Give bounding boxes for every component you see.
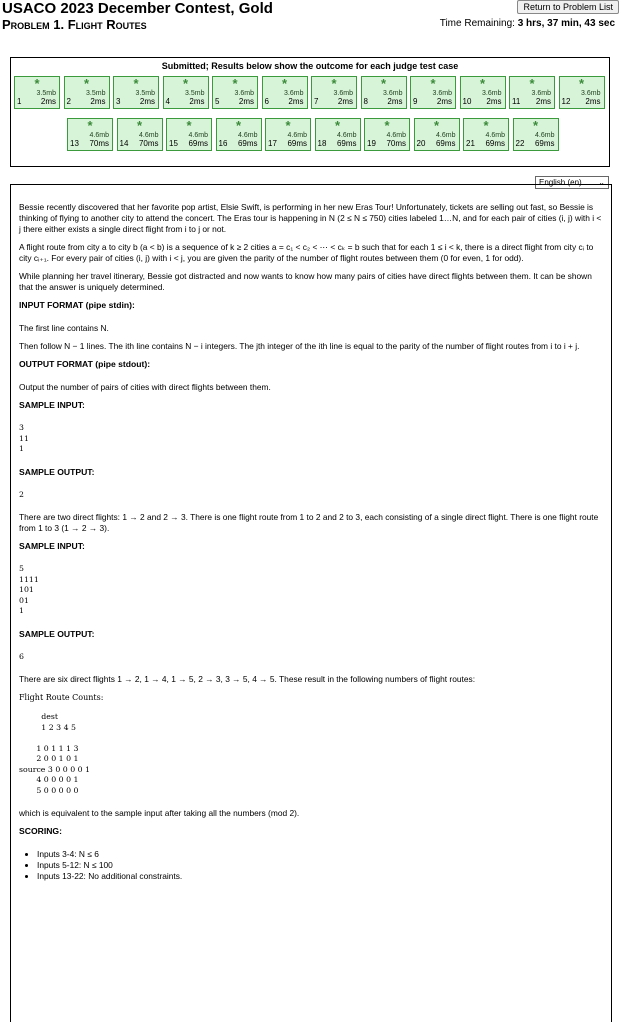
problem-title: Problem 1. Flight Routes <box>2 17 147 32</box>
test-case-time: 2ms <box>40 97 56 106</box>
test-case-memory: 3.5mb <box>135 90 155 97</box>
test-case-9 <box>410 76 456 109</box>
test-case-16 <box>216 118 262 151</box>
test-case-3 <box>113 76 159 109</box>
test-case-number: 4 <box>165 97 170 106</box>
test-case-15 <box>166 118 212 151</box>
test-case-row-2 <box>67 118 562 151</box>
test-case-number: 17 <box>268 139 277 148</box>
test-case-time: 2ms <box>436 97 452 106</box>
test-case-12 <box>559 76 605 109</box>
language-value: English (en) <box>539 178 582 187</box>
test-case-number: 20 <box>416 139 426 148</box>
goal-paragraph: While planning her travel itinerary, Bessie got distracted and now wants to know how many pairs of cities have direct flights between them. It can be shown that the answer is uniquely determined. <box>19 271 592 292</box>
test-case-row-1 <box>14 76 608 109</box>
test-case-number: 1 <box>17 97 22 106</box>
test-case-memory: 3.6mb <box>482 90 502 97</box>
test-case-11 <box>509 76 555 109</box>
test-case-time: 2ms <box>387 97 403 106</box>
test-case-time: 69ms <box>435 139 456 148</box>
test-case-time: 2ms <box>238 97 254 106</box>
time-label: Time Remaining: <box>439 18 515 29</box>
test-case-time: 69ms <box>336 139 357 148</box>
passed-star-icon: * <box>331 76 337 91</box>
passed-star-icon: * <box>186 118 192 133</box>
test-case-time: 2ms <box>585 97 601 106</box>
scoring-heading: SCORING: <box>19 826 62 836</box>
test-case-time: 69ms <box>534 139 555 148</box>
passed-star-icon: * <box>479 76 486 91</box>
definition-paragraph: A flight route from city a to city b (a < b) is a sequence of k ≥ 2 cities a = c₁ < c₂ < ⋯ < cₖ = b such that for each 1 ≤ i < k, there is a direct flight from city cᵢ to city cᵢ₊₁. For every pair of cities (i, j) with i < j, you are given the parity of the number of flight routes between them (0 for even, 1 for odd). <box>19 242 594 263</box>
test-case-time: 2ms <box>139 97 155 106</box>
test-case-memory: 3.5mb <box>86 90 106 97</box>
test-case-number: 12 <box>561 97 571 106</box>
return-to-problem-list-button[interactable]: Return to Problem List <box>517 0 619 14</box>
test-case-number: 19 <box>367 139 376 148</box>
test-case-number: 15 <box>169 139 178 148</box>
test-case-6 <box>262 76 308 109</box>
test-case-memory: 3.5mb <box>36 90 56 97</box>
passed-star-icon: * <box>384 118 390 133</box>
test-case-number: 22 <box>515 139 525 148</box>
test-case-number: 11 <box>512 97 521 106</box>
test-case-number: 10 <box>462 97 472 106</box>
test-case-time: 69ms <box>188 139 208 148</box>
passed-star-icon: * <box>578 76 585 91</box>
test-case-4 <box>163 76 209 109</box>
sample-explanation-2: There are six direct flights 1 → 2, 1 → 4, 1 → 5, 2 → 3, 3 → 5, 4 → 5. These result in the following numbers of flight routes: <box>19 674 476 684</box>
test-case-8 <box>361 76 407 109</box>
test-case-time: 69ms <box>287 139 307 148</box>
test-case-1 <box>14 76 60 109</box>
test-case-10 <box>460 76 506 109</box>
intro-paragraph: Bessie recently discovered that her favorite pop artist, Elsie Swift, is performing in her new Eras Tour! Unfortunately, tickets are selling out fast, so Bessie is thinking of flying to another city to attend the concert. The Eras tour is happening in N (2 ≤ N ≤ 750) cities labeled 1…N, and for each pair of cities (i, j) with i < j there either exists a single direct flight from i to j or not. <box>19 202 602 234</box>
test-case-number: 18 <box>317 139 327 148</box>
time-value: 3 hrs, 37 min, 43 sec <box>517 18 615 29</box>
test-case-time: 69ms <box>485 139 505 148</box>
test-case-memory: 3.6mb <box>284 90 304 97</box>
test-case-number: 5 <box>215 97 220 106</box>
scoring-item: • Inputs 13-22: No additional constraints. <box>37 871 603 882</box>
test-case-time: 2ms <box>288 97 304 106</box>
test-case-number: 21 <box>466 139 475 148</box>
page-header <box>0 0 623 36</box>
test-case-time: 2ms <box>189 97 205 106</box>
test-case-number: 6 <box>264 97 269 106</box>
test-case-memory: 4.6mb <box>139 132 159 139</box>
sample-input-heading-2: SAMPLE INPUT: <box>19 541 85 551</box>
passed-star-icon: * <box>483 118 489 133</box>
test-case-memory: 4.6mb <box>535 132 555 139</box>
test-case-21 <box>463 118 509 151</box>
test-case-19 <box>364 118 410 151</box>
test-case-memory: 4.6mb <box>436 132 456 139</box>
sample-output-1: 2 <box>19 489 24 499</box>
scoring-list <box>31 849 603 882</box>
sample-input-heading-1: SAMPLE INPUT: <box>19 400 85 410</box>
passed-star-icon: * <box>281 76 288 91</box>
test-case-memory: 4.6mb <box>386 132 406 139</box>
test-case-7 <box>311 76 357 109</box>
passed-star-icon: * <box>83 76 90 91</box>
contest-title: USACO 2023 December Contest, Gold <box>2 0 273 17</box>
test-case-number: 13 <box>70 139 79 148</box>
passed-star-icon: * <box>232 76 238 91</box>
test-case-memory: 3.6mb <box>333 90 353 97</box>
passed-star-icon: * <box>380 76 387 91</box>
test-case-memory: 3.6mb <box>581 90 601 97</box>
test-case-number: 16 <box>218 139 228 148</box>
test-case-memory: 4.6mb <box>337 132 357 139</box>
scoring-item: • Inputs 3-4: N ≤ 6 <box>37 849 603 860</box>
test-case-20 <box>414 118 460 151</box>
passed-star-icon: * <box>334 118 341 133</box>
test-case-2 <box>64 76 110 109</box>
test-case-memory: 4.6mb <box>238 132 258 139</box>
problem-statement <box>10 184 612 1022</box>
input-format-line1: The first line contains N. <box>19 323 109 333</box>
test-case-time: 70ms <box>138 139 159 148</box>
sample-explanation-1: There are two direct flights: 1 → 2 and 2 → 3. There is one flight route from 1 to 2 and 2 to 3, each consisting of a single direct flight. There is one flight route from 1 to 3 (1 → 2 → 3). <box>19 512 599 533</box>
test-case-18 <box>315 118 361 151</box>
sample-output-2: 6 <box>19 651 24 661</box>
test-case-memory: 3.6mb <box>432 90 452 97</box>
test-case-memory: 4.6mb <box>485 132 505 139</box>
passed-star-icon: * <box>529 76 535 91</box>
test-case-time: 69ms <box>237 139 258 148</box>
scoring-item: • Inputs 5-12: N ≤ 100 <box>37 860 603 871</box>
test-case-number: 7 <box>314 97 319 106</box>
passed-star-icon: * <box>133 76 139 91</box>
passed-star-icon: * <box>433 118 440 133</box>
sample-output-heading-1: SAMPLE OUTPUT: <box>19 466 95 477</box>
test-case-memory: 4.6mb <box>188 132 208 139</box>
sample-input-1: 3 11 1 <box>19 423 29 453</box>
passed-star-icon: * <box>34 76 40 91</box>
test-case-time: 2ms <box>337 97 353 106</box>
time-remaining <box>440 18 615 30</box>
flight-route-counts-title: Flight Route Counts: <box>19 693 104 702</box>
test-case-number: 14 <box>119 139 129 148</box>
input-format-line2: Then follow N − 1 lines. The ith line contains N − i integers. The jth integer of the ith line is equal to the parity of the number of flight routes from i to i + j. <box>19 341 580 351</box>
passed-star-icon: * <box>136 118 143 133</box>
flight-route-counts-table: dest 1 2 3 4 5 1 0 1 1 1 3 2 0 0 1 0 1 source 3 0 0 0 0 1 4 0 0 0 0 1 5 0 0 0 0 0 <box>19 712 91 795</box>
test-case-17 <box>265 118 311 151</box>
sample-output-heading-2: SAMPLE OUTPUT: <box>19 628 95 639</box>
test-case-memory: 3.6mb <box>234 90 254 97</box>
passed-star-icon: * <box>235 118 242 133</box>
chevron-down-icon: ⌄ <box>598 178 605 187</box>
test-case-memory: 4.6mb <box>287 132 307 139</box>
equivalence-note: which is equivalent to the sample input after taking all the numbers (mod 2). <box>19 808 300 818</box>
passed-star-icon: * <box>182 76 189 91</box>
test-case-number: 2 <box>66 97 71 106</box>
test-case-number: 8 <box>363 97 368 106</box>
input-format-heading: INPUT FORMAT (pipe stdin): <box>19 300 135 310</box>
passed-star-icon: * <box>285 118 291 133</box>
results-title: Submitted; Results below show the outcome for each judge test case <box>161 61 459 71</box>
test-case-13 <box>67 118 113 151</box>
sample-input-2: 5 1111 101 01 1 <box>19 564 39 615</box>
test-case-memory: 3.5mb <box>185 90 205 97</box>
test-case-time: 2ms <box>90 97 106 106</box>
results-panel <box>10 57 610 167</box>
test-case-number: 9 <box>413 97 418 106</box>
test-case-time: 70ms <box>89 139 109 148</box>
test-case-memory: 4.6mb <box>89 132 109 139</box>
test-case-number: 3 <box>116 97 121 106</box>
passed-star-icon: * <box>430 76 436 91</box>
test-case-time: 70ms <box>386 139 406 148</box>
output-format-text: Output the number of pairs of cities with direct flights between them. <box>19 382 271 392</box>
test-case-5 <box>212 76 258 109</box>
test-case-memory: 3.6mb <box>383 90 403 97</box>
test-case-time: 2ms <box>535 97 551 106</box>
test-case-time: 2ms <box>486 97 502 106</box>
test-case-22 <box>513 118 559 151</box>
passed-star-icon: * <box>532 118 539 133</box>
test-case-memory: 3.6mb <box>531 90 551 97</box>
test-case-14 <box>117 118 163 151</box>
output-format-heading: OUTPUT FORMAT (pipe stdout): <box>19 359 151 369</box>
passed-star-icon: * <box>87 118 93 133</box>
